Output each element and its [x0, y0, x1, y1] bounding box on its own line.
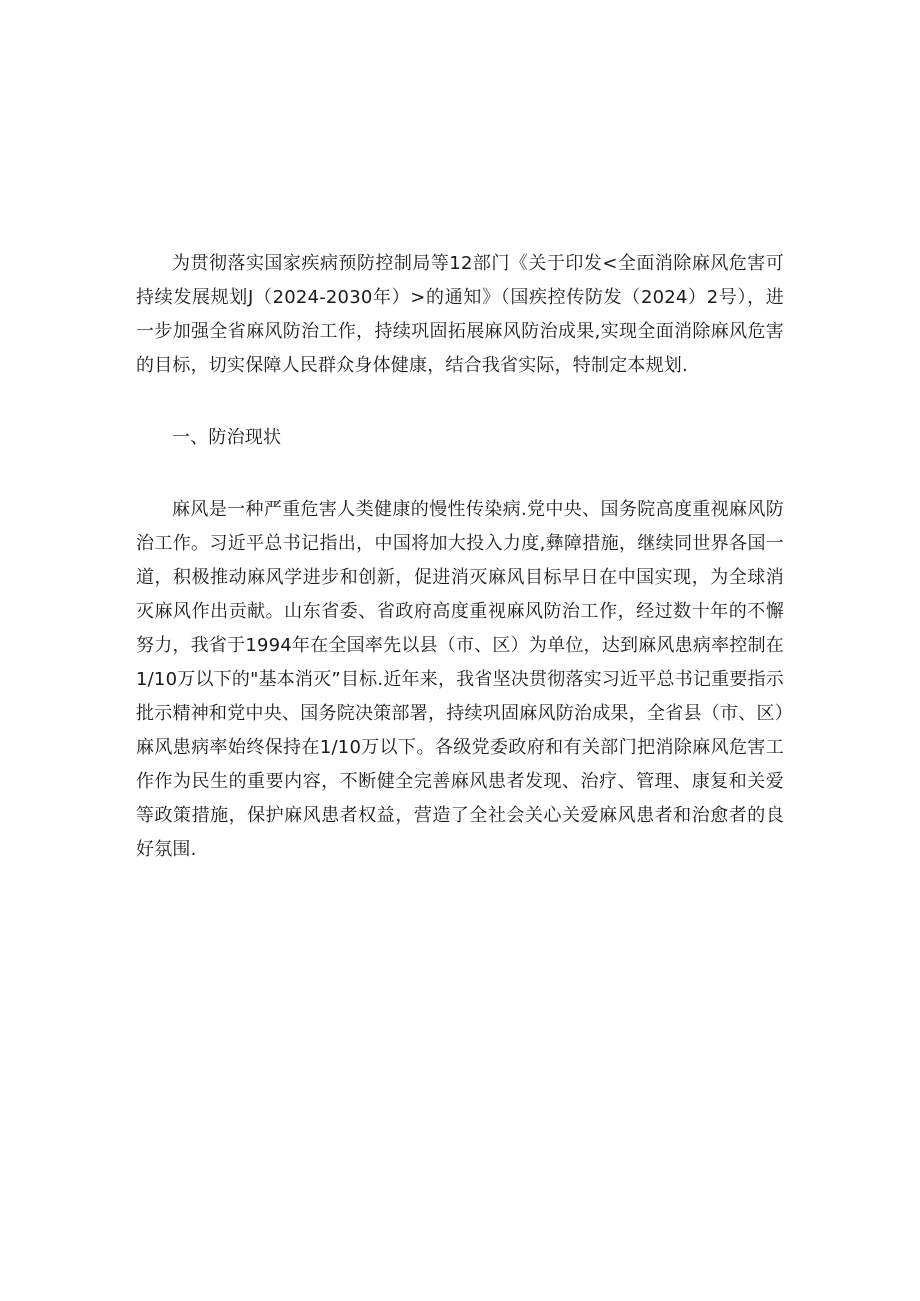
paragraph-spacer — [136, 455, 784, 493]
section-heading: 一、防治现状 — [172, 427, 282, 448]
status-paragraph: 麻风是一种严重危害人类健康的慢性传染病.党中央、国务院高度重视麻风防治工作。习近平总书记指出，中国将加大投入力度,彝障措施，继续同世界各国一道，积极推动麻风学进步和创新，促进消灭麻风目标早日在中国实现，为全球消灭麻风作出贡献。山东省委、省政府高度重视麻风防治工作，经过数十年的不懈努力，我省于1994年在全国率先以县（市、区）为单位，达到麻风患病率控制在1/10万以下的"基本消灭”目标.近年来，我省坚决贯彻落实习近平总书记重要指示批示精神和党中央、国务院决策部署，持续巩固麻风防治成果，全省县（市、区）麻风患病率始终保持在1/10万以下。各级党委政府和有关部门把消除麻风危害工作作为民生的重要内容，不断健全完善麻风患者发现、治疗、管理、康复和关爱等政策措施，保护麻风患者权益，营造了全社会关心关爱麻风患者和治愈者的良好氛围. — [136, 499, 784, 860]
intro-paragraph: 为贯彻落实国家疾病预防控制局等12部门《关于印发<全面消除麻风危害可持续发展规划J（2024-2030年）>的通知》（国疾控传防发（2024）2号），进一步加强全省麻风防治工作，持续巩固拓展麻风防治成果,实现全面消除麻风危害的目标，切实保障人民群众身体健康，结合我省实际，特制定本规划. — [136, 253, 784, 376]
document-body — [136, 247, 784, 867]
paragraph-spacer — [136, 383, 784, 421]
